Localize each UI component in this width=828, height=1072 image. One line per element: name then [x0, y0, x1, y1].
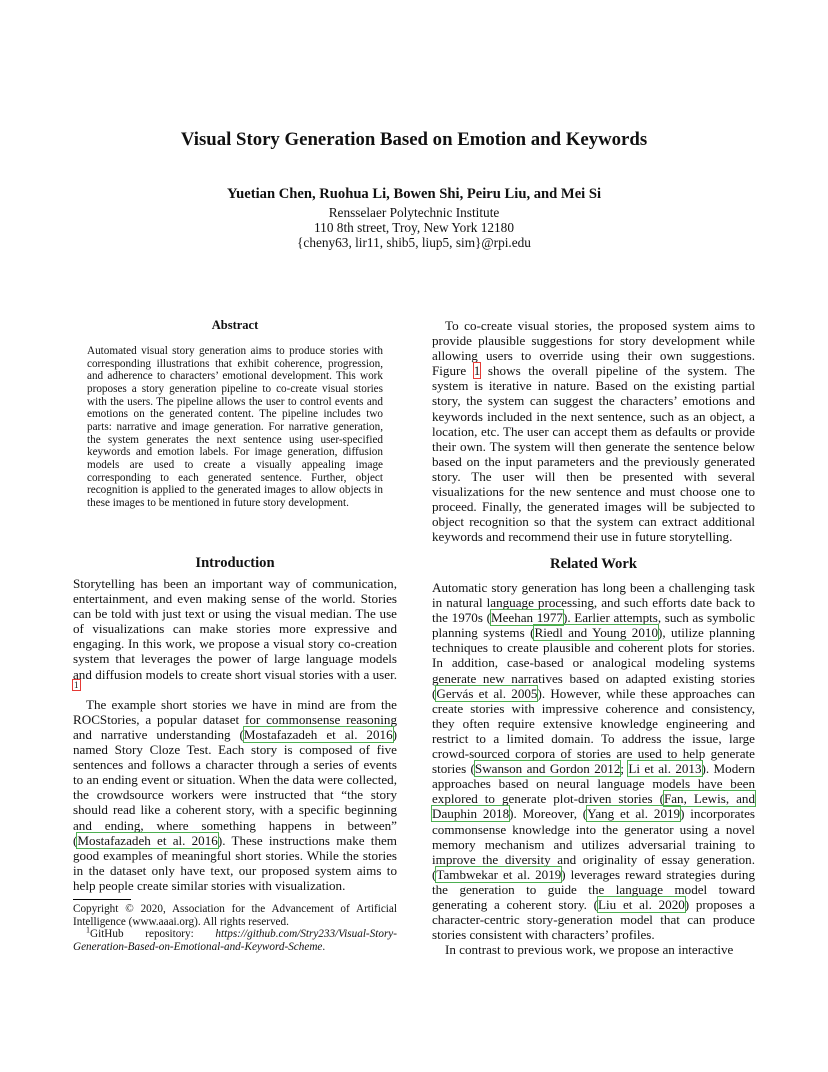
- footnote-ref-1[interactable]: 1: [74, 680, 79, 691]
- github-url-link[interactable]: https://github.com/Stry233/Visual-Story-Generation-Based-on-Emotional-and-Keyword-Scheme: [73, 928, 397, 953]
- right-intro-text-b: shows the overall pipeline of the system. The system is iterative in nature. Based on the existing partial story, the system can suggest the characters’ emotions and keywords included in the next sentence, such as an object, a location, etc. The user can accept them as defaults or provide their own. The system will then generate the sentence below based on the input parameters and the previously generated story. The user will then be presented with several visualizations for the new sentence and must choose one to proceed. Finally, the generated images will be subjected to object recognition so that the system can extract additional keywords and recommend their use in future storytelling.: [432, 363, 755, 545]
- footnote-mark: 1: [86, 925, 90, 935]
- related-text-7: ). Moreover, (: [509, 806, 588, 822]
- abstract-text: Automated visual story generation aims to produce stories with corresponding illustrations that exhibit coherence, progression, and adherence to characters’ emotional development. This work proposes a story generation pipeline to co-create visual stories with the users. The pipeline allows the user to control events and emotions on the generated content. The pipeline includes two parts: narrative and image generation. For narrative generation, the system generates the next sentence using user-specified keywords and emotion labels. For image generation, diffusion models are used to create a visually appealing image corresponding to each generated sentence. Further, object recognition is applied to the generated images to allow objects in these images to be mentioned in future story development.: [87, 345, 383, 509]
- intro-paragraph-1: [73, 576, 397, 697]
- related-text-10: ) proposes a character-centric story-generation model that can produce stories consistent with characters’ profiles.: [432, 896, 755, 943]
- intro-paragraph-2-text-b: ) named Story Cloze Test. Each story is composed of five sentences and follows a character through a series of events to an ending event or situation. When the data were collected, the crowdsource workers were instructed that “the story should read like a coherent story, with a specific beginning and ending, where something happens in between” (: [73, 726, 397, 848]
- intro-paragraph-2-text-c: ). These instructions make them good examples of meaningful short stories. While the stories in the dataset only have text, our proposed system aims to help people create similar stories with visualization.: [73, 832, 397, 893]
- related-paragraph-1: [432, 580, 755, 942]
- footnote-1-text: GitHub repository:: [90, 928, 216, 941]
- introduction-body: [73, 576, 397, 893]
- copyright-note: Copyright © 2020, Association for the Advancement of Artificial Intelligence (www.aaai.org). All rights reserved.: [73, 903, 397, 928]
- related-text-5: ;: [620, 761, 629, 777]
- related-work-body: [432, 580, 755, 957]
- citation-mostafazadeh-2016-second[interactable]: Mostafazadeh et al. 2016: [77, 832, 218, 848]
- citation-swanson-gordon-2012[interactable]: Swanson and Gordon 2012: [474, 761, 621, 777]
- related-text-8: ) incorporates commonsense knowledge into the generator using a novel memory mechanism and utilizes adversarial training to improve the diversity and originality of essay generation. (: [432, 806, 756, 882]
- right-intro-paragraph: [432, 318, 755, 544]
- affiliation-address: 110 8th street, Troy, New York 12180: [314, 220, 514, 235]
- related-text-3: ), utilize planning techniques to create plausible and coherent plots for stories. In addition, case-based or analogical modeling systems generate new narratives based on adapted existing stories (: [432, 625, 755, 701]
- citation-yang-2019[interactable]: Yang et al. 2019: [587, 806, 681, 822]
- intro-paragraph-2-text-a: The example short stories we have in mind are from the ROCStories, a popular dataset for commonsense reasoning and narrative understanding (: [73, 696, 397, 742]
- abstract-heading: Abstract: [211, 318, 259, 332]
- citation-meehan-1977[interactable]: Meehan 1977: [490, 610, 563, 626]
- citation-fan-2018[interactable]: Fan, Lewis, and Dauphin 2018: [432, 791, 755, 822]
- citation-mostafazadeh-2016[interactable]: Mostafazadeh et al. 2016: [243, 726, 393, 742]
- figure-ref-1[interactable]: 1: [473, 363, 481, 379]
- footnote-1-period: .: [322, 940, 326, 953]
- related-text-6: ). Modern approaches based on neural language models have been explored to generate plot-driven stories (: [432, 761, 755, 807]
- affiliation-emails: {cheny63, lir11, shib5, liup5, sim}@rpi.edu: [297, 235, 531, 250]
- citation-gervas-2005[interactable]: Gervás et al. 2005: [436, 685, 538, 701]
- right-intro-text-a: To co-create visual stories, the proposed system aims to provide plausible suggestions for story development while allowing users to override using their own suggestions. Figure: [432, 318, 755, 379]
- related-paragraph-2: In contrast to previous work, we propose an interactive: [445, 942, 734, 958]
- footnote-1: [73, 925, 397, 953]
- intro-paragraph-2: [73, 697, 397, 893]
- introduction-heading: Introduction: [195, 555, 275, 571]
- footnotes: [73, 903, 397, 953]
- paper-title: Visual Story Generation Based on Emotion and Keywords: [180, 129, 648, 150]
- related-text-1: Automatic story generation has long been a challenging task in natural language processing, and such efforts date back to the 1970s (: [432, 580, 755, 626]
- author-list: Yuetian Chen, Ruohua Li, Bowen Shi, Peiru Liu, and Mei Si: [226, 186, 602, 202]
- affiliation-institute: Rensselaer Polytechnic Institute: [328, 205, 500, 220]
- intro-paragraph-1-text: Storytelling has been an important way of communication, entertainment, and even making sense of the world. Stories can be told with just text or using the visual median. The use of visualizations can make stories more expressive and engaging. In this work, we propose a visual story co-creation system that leverages the power of large language models and diffusion models to create short visual stories with a user.: [73, 576, 397, 682]
- citation-li-2013[interactable]: Li et al. 2013: [628, 761, 702, 777]
- right-intro-body: [432, 318, 755, 544]
- related-text-9: ) leverages reward strategies during the generation to guide the language model toward generating a coherent story. (: [432, 866, 755, 912]
- related-work-heading: Related Work: [550, 556, 637, 572]
- citation-riedl-young-2010[interactable]: Riedl and Young 2010: [534, 625, 658, 641]
- related-text-2: ). Earlier attempts, such as symbolic planning systems (: [432, 610, 755, 641]
- citation-liu-2020[interactable]: Liu et al. 2020: [598, 896, 685, 912]
- footnote-rule: [73, 899, 131, 900]
- related-text-4: ). However, while these approaches can create stories with impressive coherence and consistency, they often require extensive knowledge engineering and restrict to a limited domain. To address the issue, large crowd-sourced corpora of stories are used to help generate stories (: [432, 685, 756, 777]
- citation-tambwekar-2019[interactable]: Tambwekar et al. 2019: [436, 866, 562, 882]
